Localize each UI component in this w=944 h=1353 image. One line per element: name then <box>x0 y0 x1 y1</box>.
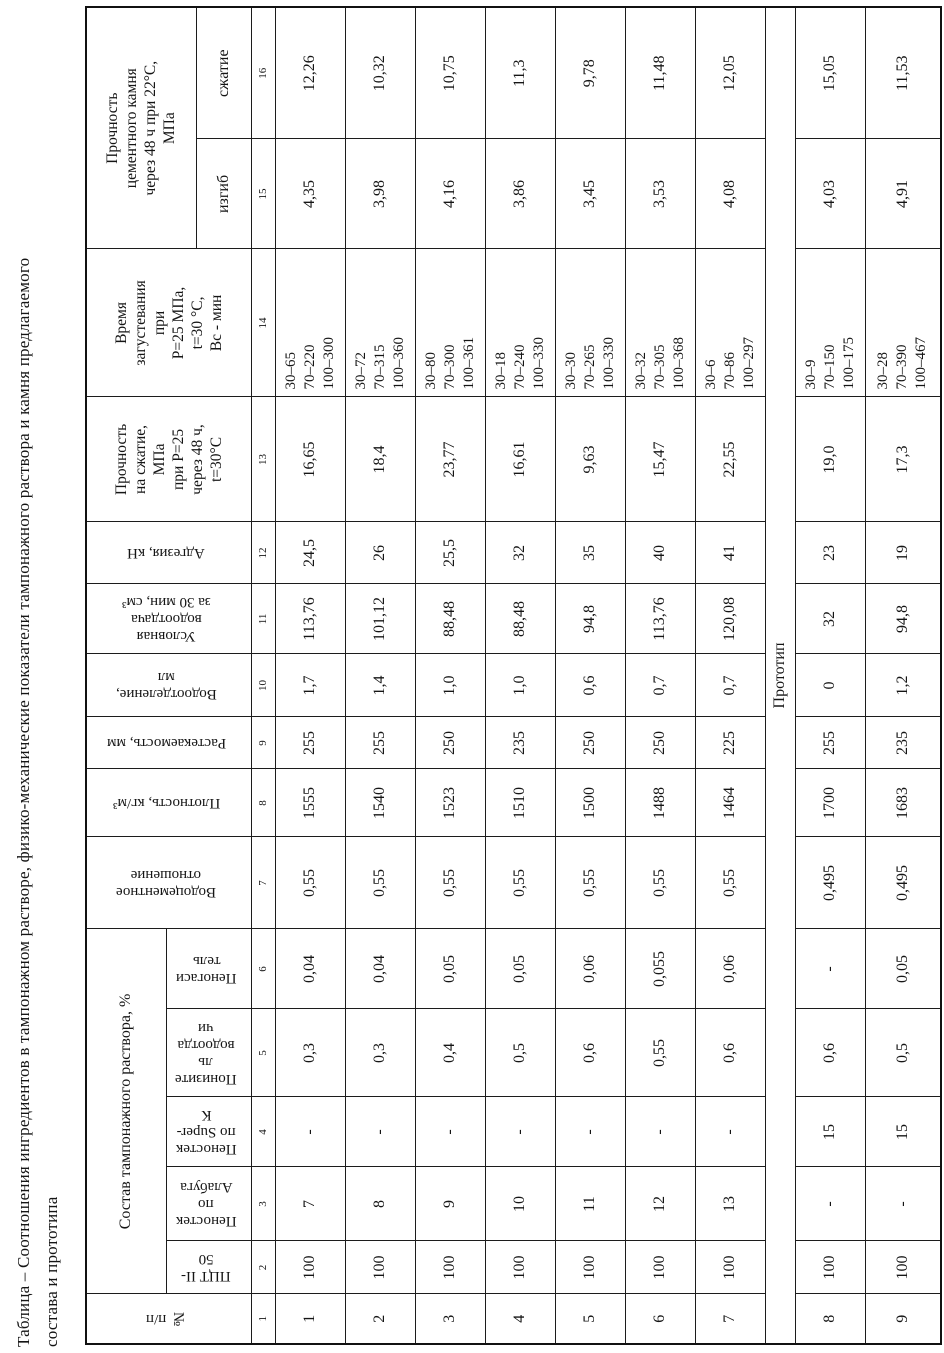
data-cell-col9: 250 <box>555 717 625 769</box>
data-cell-col14: 30–80 70–300 100–361 <box>415 249 485 397</box>
header-penostek-alabuga: Пеностек по Алабуга <box>166 1167 251 1241</box>
data-cell-col1: 6 <box>625 1294 695 1344</box>
data-cell-col2: 100 <box>275 1241 345 1294</box>
header-bending: изгиб <box>196 139 251 249</box>
column-numbers-row <box>251 7 275 1344</box>
ingredients-properties-table <box>85 6 942 1345</box>
data-cell-col14: 30–18 70–240 100–330 <box>485 249 555 397</box>
caption-line-1: Таблица – Соотношения ингредиентов в тампонажном растворе, физико-механические показатели тампонажного раствора и камня предлагаемого <box>14 257 33 1347</box>
data-cell-col12: 40 <box>625 522 695 584</box>
data-cell-col13: 23,77 <box>415 397 485 522</box>
data-cell-col16: 11,48 <box>625 7 695 139</box>
data-cell-col8: 1523 <box>415 769 485 837</box>
data-cell-col4: - <box>625 1097 695 1167</box>
col-num-16: 16 <box>251 7 275 139</box>
col-num-9: 9 <box>251 717 275 769</box>
data-cell-col7: 0,55 <box>695 837 765 929</box>
data-cell-col15: 4,08 <box>695 139 765 249</box>
data-cell-col8: 1683 <box>865 769 941 837</box>
data-cell-col14: 30–32 70–305 100–368 <box>625 249 695 397</box>
data-cell-col5: 0,5 <box>485 1009 555 1097</box>
data-cell-col1: 1 <box>275 1294 345 1344</box>
data-cell-col11: 88,48 <box>485 584 555 654</box>
data-cell-col7: 0,495 <box>865 837 941 929</box>
header-compression: сжатие <box>196 7 251 139</box>
data-cell-col6: 0,05 <box>415 929 485 1009</box>
data-cell-col7: 0,55 <box>345 837 415 929</box>
data-cell-col1: 3 <box>415 1294 485 1344</box>
data-cell-col9: 255 <box>795 717 865 769</box>
table-row <box>345 7 415 1344</box>
header-row-1 <box>86 7 166 1344</box>
col-num-15: 15 <box>251 139 275 249</box>
data-cell-col6: 0,06 <box>695 929 765 1009</box>
data-cell-col7: 0,55 <box>625 837 695 929</box>
data-cell-col10: 0,6 <box>555 654 625 717</box>
data-cell-col15: 3,86 <box>485 139 555 249</box>
data-cell-col8: 1500 <box>555 769 625 837</box>
data-cell-col14: 30–65 70–220 100–300 <box>275 249 345 397</box>
table-row <box>485 7 555 1344</box>
col-num-8: 8 <box>251 769 275 837</box>
data-cell-col3: - <box>795 1167 865 1241</box>
header-compressive-strength-slurry: Прочность на сжатие, МПа при Р=25 через 48 ч, t=30°С <box>86 397 251 522</box>
prototype-divider <box>765 7 795 1344</box>
col-num-10: 10 <box>251 654 275 717</box>
data-cell-col13: 18,4 <box>345 397 415 522</box>
data-cell-col12: 23 <box>795 522 865 584</box>
data-cell-col4: - <box>415 1097 485 1167</box>
table-row <box>415 7 485 1344</box>
data-cell-col2: 100 <box>555 1241 625 1294</box>
data-cell-col7: 0,55 <box>415 837 485 929</box>
data-cell-col4: - <box>485 1097 555 1167</box>
data-cell-col10: 0 <box>795 654 865 717</box>
header-no: № п/п <box>86 1294 251 1344</box>
data-cell-col9: 255 <box>275 717 345 769</box>
data-cell-col12: 32 <box>485 522 555 584</box>
data-cell-col10: 0,7 <box>695 654 765 717</box>
data-cell-col15: 3,98 <box>345 139 415 249</box>
data-cell-col2: 100 <box>695 1241 765 1294</box>
data-cell-col10: 1,7 <box>275 654 345 717</box>
data-cell-col8: 1464 <box>695 769 765 837</box>
data-cell-col2: 100 <box>415 1241 485 1294</box>
col-num-1: 1 <box>251 1294 275 1344</box>
data-cell-col13: 15,47 <box>625 397 695 522</box>
data-cell-col11: 113,76 <box>275 584 345 654</box>
data-cell-col1: 5 <box>555 1294 625 1344</box>
data-cell-col9: 250 <box>625 717 695 769</box>
rotated-data-table <box>85 8 940 1345</box>
data-cell-col5: 0,3 <box>345 1009 415 1097</box>
data-cell-col5: 0,6 <box>795 1009 865 1097</box>
data-cell-col1: 2 <box>345 1294 415 1344</box>
table-row <box>625 7 695 1344</box>
data-cell-col6: 0,05 <box>865 929 941 1009</box>
table-row <box>275 7 345 1344</box>
table-row <box>555 7 625 1344</box>
col-num-3: 3 <box>251 1167 275 1241</box>
data-cell-col2: 100 <box>625 1241 695 1294</box>
data-cell-col6: 0,04 <box>345 929 415 1009</box>
data-cell-col7: 0,55 <box>555 837 625 929</box>
data-cell-col6: 0,06 <box>555 929 625 1009</box>
data-cell-col2: 100 <box>865 1241 941 1294</box>
data-cell-col7: 0,55 <box>485 837 555 929</box>
data-cell-col3: 13 <box>695 1167 765 1241</box>
data-cell-col3: - <box>865 1167 941 1241</box>
rows-compositions-1-7 <box>275 7 765 1344</box>
data-cell-col14: 30–28 70–390 100–467 <box>865 249 941 397</box>
col-num-5: 5 <box>251 1009 275 1097</box>
data-cell-col5: 0,4 <box>415 1009 485 1097</box>
header-defoamer: Пеногаси тель <box>166 929 251 1009</box>
table-caption <box>10 12 66 1347</box>
col-num-2: 2 <box>251 1241 275 1294</box>
data-cell-col16: 10,32 <box>345 7 415 139</box>
data-cell-col16: 11,3 <box>485 7 555 139</box>
data-cell-col10: 1,0 <box>415 654 485 717</box>
data-cell-col14: 30–30 70–265 100–330 <box>555 249 625 397</box>
col-num-14: 14 <box>251 249 275 397</box>
table-row <box>795 7 865 1344</box>
data-cell-col13: 9,63 <box>555 397 625 522</box>
header-conditional-water-loss: Условная водоотдача за 30 мин, см³ <box>86 584 251 654</box>
table-row <box>695 7 765 1344</box>
data-cell-col6: 0,04 <box>275 929 345 1009</box>
header-water-separation: Водоотделение, мл <box>86 654 251 717</box>
data-cell-col14: 30–9 70–150 100–175 <box>795 249 865 397</box>
data-cell-col5: 0,5 <box>865 1009 941 1097</box>
data-cell-col3: 8 <box>345 1167 415 1241</box>
data-cell-col8: 1700 <box>795 769 865 837</box>
col-num-4: 4 <box>251 1097 275 1167</box>
data-cell-col3: 9 <box>415 1167 485 1241</box>
data-cell-col12: 35 <box>555 522 625 584</box>
data-cell-col10: 1,4 <box>345 654 415 717</box>
header-adhesion: Адгезия, кН <box>86 522 251 584</box>
data-cell-col10: 1,0 <box>485 654 555 717</box>
data-cell-col16: 9,78 <box>555 7 625 139</box>
header-spreadability: Растекаемость, мм <box>86 717 251 769</box>
data-cell-col4: 15 <box>865 1097 941 1167</box>
col-num-13: 13 <box>251 397 275 522</box>
data-cell-col16: 15,05 <box>795 7 865 139</box>
col-num-11: 11 <box>251 584 275 654</box>
data-cell-col4: - <box>275 1097 345 1167</box>
data-cell-col16: 11,53 <box>865 7 941 139</box>
rows-prototype-8-9 <box>795 7 941 1344</box>
data-cell-col15: 4,35 <box>275 139 345 249</box>
data-cell-col11: 94,8 <box>555 584 625 654</box>
data-cell-col4: 15 <box>795 1097 865 1167</box>
data-cell-col9: 250 <box>415 717 485 769</box>
header-density: Плотность, кг/м³ <box>86 769 251 837</box>
data-cell-col9: 235 <box>485 717 555 769</box>
data-cell-col1: 8 <box>795 1294 865 1344</box>
data-cell-col3: 11 <box>555 1167 625 1241</box>
data-cell-col9: 225 <box>695 717 765 769</box>
data-cell-col15: 4,16 <box>415 139 485 249</box>
data-cell-col15: 4,91 <box>865 139 941 249</box>
data-cell-col6: 0,055 <box>625 929 695 1009</box>
data-cell-col13: 16,65 <box>275 397 345 522</box>
data-cell-col4: - <box>695 1097 765 1167</box>
data-cell-col6: - <box>795 929 865 1009</box>
data-cell-col11: 113,76 <box>625 584 695 654</box>
data-cell-col7: 0,495 <box>795 837 865 929</box>
data-cell-col9: 255 <box>345 717 415 769</box>
data-cell-col3: 10 <box>485 1167 555 1241</box>
header-penostek-super: Пеностек по Super- К <box>166 1097 251 1167</box>
data-cell-col13: 22,55 <box>695 397 765 522</box>
data-cell-col2: 100 <box>485 1241 555 1294</box>
data-cell-col15: 4,03 <box>795 139 865 249</box>
header-water-loss-reducer: Понизите ль водоотда чи <box>166 1009 251 1097</box>
header-pct: ПЦТ II- 50 <box>166 1241 251 1294</box>
data-cell-col11: 101,12 <box>345 584 415 654</box>
data-cell-col15: 3,45 <box>555 139 625 249</box>
data-cell-col1: 9 <box>865 1294 941 1344</box>
data-cell-col11: 88,48 <box>415 584 485 654</box>
col-num-6: 6 <box>251 929 275 1009</box>
data-cell-col12: 41 <box>695 522 765 584</box>
data-cell-col9: 235 <box>865 717 941 769</box>
data-cell-col5: 0,6 <box>695 1009 765 1097</box>
data-cell-col8: 1555 <box>275 769 345 837</box>
data-cell-col10: 0,7 <box>625 654 695 717</box>
data-cell-col4: - <box>555 1097 625 1167</box>
data-cell-col13: 17,3 <box>865 397 941 522</box>
header-stone-strength-group: Прочность цементного камня через 48 ч при 22°С, МПа <box>86 7 196 249</box>
data-cell-col5: 0,6 <box>555 1009 625 1097</box>
prototype-row <box>765 7 795 1344</box>
data-cell-col8: 1540 <box>345 769 415 837</box>
data-cell-col7: 0,55 <box>275 837 345 929</box>
data-cell-col3: 7 <box>275 1167 345 1241</box>
data-cell-col2: 100 <box>345 1241 415 1294</box>
data-cell-col14: 30–72 70–315 100–360 <box>345 249 415 397</box>
prototype-label: Прототип <box>765 7 795 1344</box>
data-cell-col16: 12,26 <box>275 7 345 139</box>
data-cell-col16: 12,05 <box>695 7 765 139</box>
data-cell-col11: 32 <box>795 584 865 654</box>
col-num-7: 7 <box>251 837 275 929</box>
data-cell-col15: 3,53 <box>625 139 695 249</box>
data-cell-col12: 19 <box>865 522 941 584</box>
table-row <box>865 7 941 1344</box>
data-cell-col11: 120,08 <box>695 584 765 654</box>
col-num-12: 12 <box>251 522 275 584</box>
data-cell-col13: 19,0 <box>795 397 865 522</box>
data-cell-col1: 7 <box>695 1294 765 1344</box>
data-cell-col3: 12 <box>625 1167 695 1241</box>
data-cell-col8: 1488 <box>625 769 695 837</box>
data-cell-col1: 4 <box>485 1294 555 1344</box>
header-composition-group: Состав тампонажного раствора, % <box>86 929 166 1294</box>
data-cell-col12: 24,5 <box>275 522 345 584</box>
data-cell-col4: - <box>345 1097 415 1167</box>
caption-line-2: состава и прототипа <box>42 1196 61 1347</box>
data-cell-col8: 1510 <box>485 769 555 837</box>
header-water-cement-ratio: Водоцементное отношение <box>86 837 251 929</box>
data-cell-col10: 1,2 <box>865 654 941 717</box>
data-cell-col12: 25,5 <box>415 522 485 584</box>
data-cell-col2: 100 <box>795 1241 865 1294</box>
data-cell-col11: 94,8 <box>865 584 941 654</box>
data-cell-col13: 16,61 <box>485 397 555 522</box>
data-cell-col5: 0,3 <box>275 1009 345 1097</box>
data-cell-col14: 30–6 70–86 100–297 <box>695 249 765 397</box>
header-thickening-time: Время загустевания при Р=25 МПа, t=30 °С, Вс - мин <box>86 249 251 397</box>
data-cell-col6: 0,05 <box>485 929 555 1009</box>
data-cell-col16: 10,75 <box>415 7 485 139</box>
data-cell-col12: 26 <box>345 522 415 584</box>
data-cell-col5: 0,55 <box>625 1009 695 1097</box>
